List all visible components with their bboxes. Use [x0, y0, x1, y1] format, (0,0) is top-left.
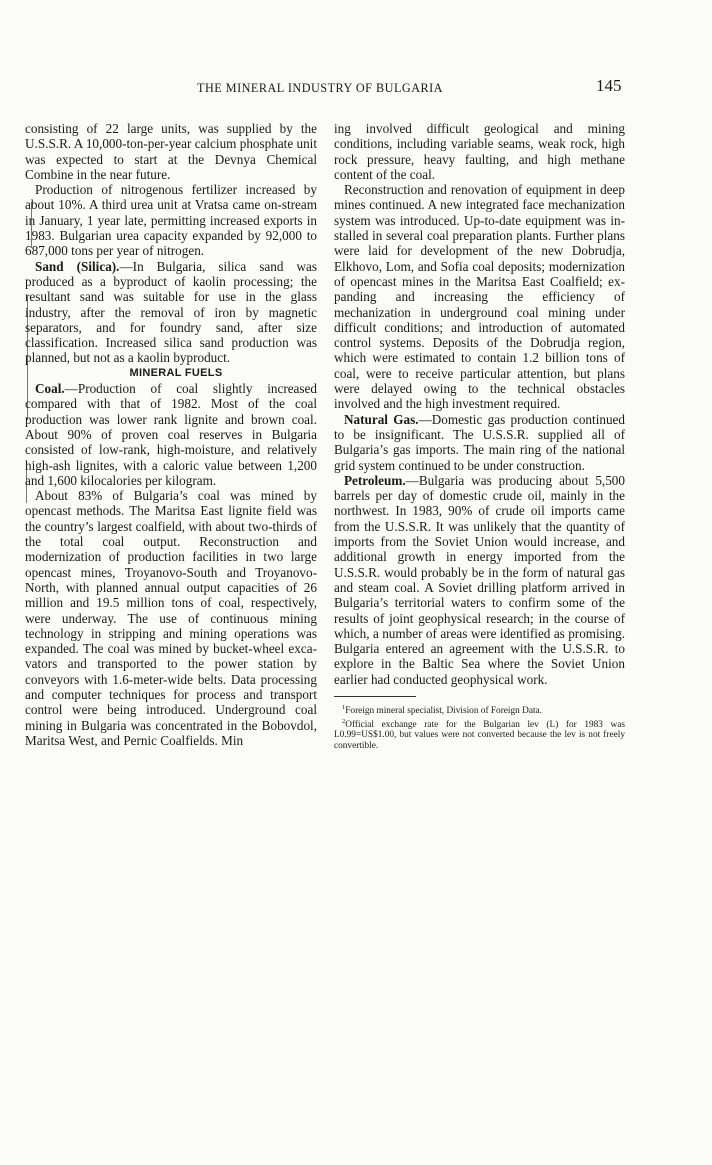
right-column: [334, 121, 625, 751]
paragraph: ing involved difficult geological and mining conditions, including variable seams, weak rock, high rock pressure, heavy faulting, and high methane content of the coal.: [334, 121, 625, 182]
run-in-heading: Sand (Silica).: [35, 258, 120, 274]
paragraph-text: —Bulgaria was producing about 5,500 barrels per day of domestic crude oil, mainly in the northwest. In 1983, 90% of crude oil imports came from the U.S.S.R. It was unlikely that the quantity of imports from the Soviet Union would increase, and additional growth in energy imported from the U.S.S.R. would probably be in the form of natural gas and steam coal. A Soviet drilling platform arrived in Bulgaria’s territorial waters to confirm some of the results of joint geophysical research; in the course of which, a number of areas were identified as promising. Bulgaria entered an agreement with the U.S.S.R. to explore in the Baltic Sea where the Soviet Union earlier had conducted geophysical work.: [334, 472, 625, 687]
paragraph: About 83% of Bulgaria’s coal was mined by opencast methods. The Maritsa East lignite field was the country’s largest coalfield, with about two-thirds of the total coal output. Reconstruction and modernization of production facilities in two large opencast mines, Troyanovo-South and Troyanovo-North, with planned annual output capacities of 26 million and 19.5 million tons of coal, respectively, were underway. The use of continuous mining technology in stripping and mining operations was expanded. The coal was mined by bucket-wheel excavators and transported to the power station by conveyors with 1.6-meter-wide belts. Data processing and computer techniques for process and transport control were being introduced. Underground coal mining in Bulgaria was concentrated in the Bobovdol, Maritsa West, and Pernic Coalfields. Min: [25, 488, 317, 748]
paragraph-text: —Production of coal slightly increased compared with that of 1982. Most of the coal production was lower rank lignite and brown coal. About 90% of proven coal reserves in Bulgaria consisted of low-rank, high-moisture, and relatively high-ash lignites, with a caloric value between 1,200 and 1,600 kilocalories per kilogram.: [25, 381, 317, 488]
footnote-text: Foreign mineral specialist, Division of Foreign Data.: [345, 706, 542, 717]
page-number: 145: [596, 76, 622, 95]
paragraph-text: —In Bulgaria, silica sand was produced as a byproduct of kaolin processing; the resultant sand was suitable for use in the glass industry, after the removal of iron by magnetic separators, and for foundry sand, after size classification. Increased silica sand production was planned, but not as a kaolin byproduct.: [25, 258, 317, 366]
paragraph-text: —Domestic gas production continued to be insignificant. The U.S.S.R. supplied all of Bulgaria’s gas imports. The main ring of the national grid system continued to be under construction.: [334, 411, 625, 473]
footnote-rule: [334, 696, 416, 697]
paragraph: [334, 473, 625, 687]
footnote-mark: 1: [342, 703, 346, 711]
page-header-title: THE MINERAL INDUSTRY OF BULGARIA: [197, 81, 443, 95]
section-heading: MINERAL FUELS: [129, 366, 223, 379]
paragraph: consisting of 22 large units, was supplied by the U.S.S.R. A 10,000-ton-per-year calcium phosphate unit was expected to start at the Devnya Chemical Combine in the near future.: [25, 121, 318, 182]
paragraph: Production of nitrogenous fertilizer increased by about 10%. A third urea unit at Vratsa came on-stream in January, 1 year late, permitting increased exports in 1983. Bulgarian urea capacity expanded by 92,000 to 687,000 tons per year of nitrogen.: [25, 182, 317, 259]
paragraph: [25, 381, 317, 488]
paragraph: [334, 412, 625, 473]
left-column: [25, 121, 317, 748]
run-in-heading: Natural Gas.: [344, 411, 419, 427]
paragraph: Reconstruction and renovation of equipment in deep mines continued. A new integrated face mechanization system was introduced. Up-to-date equipment was installed in several coal preparation plants. Further plans were laid for development of the new Dobrudja, Elkhovo, Lom, and Sofia coal deposits; modernization of opencast mines in the Maritsa East Coalfield; expanding and increasing the efficiency of mechanization in underground coal mining under difficult conditions; and introduction of automated control systems. Deposits of the Dobrudja region, which were estimated to contain 1.2 billion tons of coal, were to receive particular attention, but plans were delayed owing to the technical obstacles involved and the high investment required.: [334, 182, 625, 412]
paragraph: [25, 259, 317, 366]
run-in-heading: Coal.: [35, 381, 65, 397]
footnote: [334, 703, 625, 717]
footnote: [334, 717, 625, 752]
footnote-text: Official exchange rate for the Bulgarian lev (L) for 1983 was L0.99=US$1.00, but values were not converted because the lev is not freely convertible.: [334, 719, 625, 751]
run-in-heading: Petroleum.: [344, 472, 406, 488]
footnote-mark: 2: [342, 717, 346, 725]
